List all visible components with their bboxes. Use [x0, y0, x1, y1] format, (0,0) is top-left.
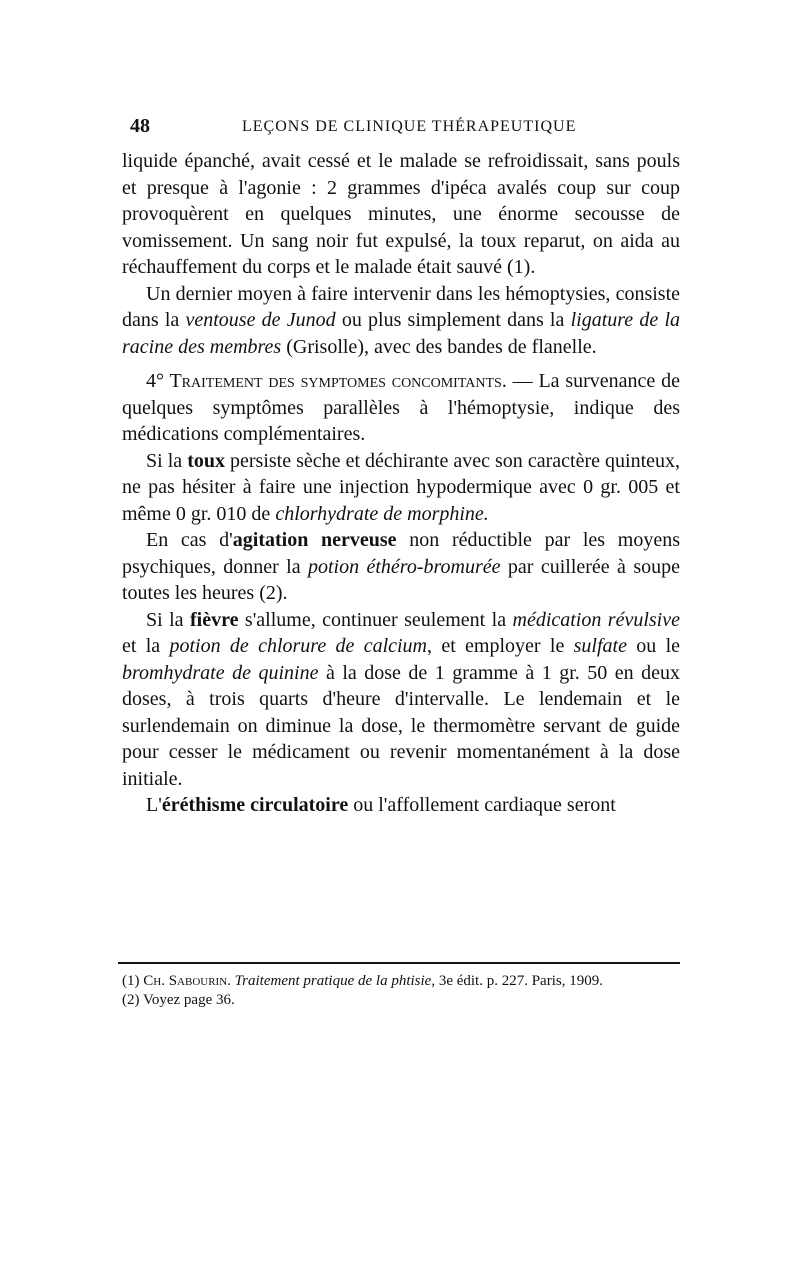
paragraph-toux: Si la toux persiste sèche et déchirante avec son caractère quinteux, ne pas hésiter à faire une injection hypodermique avec 0 gr. 005 et même 0 gr. 010 de chlorhydrate de morphine.	[122, 449, 680, 525]
emphasis-fievre: fièvre	[189, 608, 239, 631]
emphasis-revulsive: médication révulsive	[512, 608, 680, 631]
emphasis-potion: potion éthéro-bromurée	[308, 555, 501, 578]
emphasis-agitation: agitation nerveuse	[232, 529, 397, 551]
emphasis-ventouse: ventouse de Junod	[185, 309, 336, 331]
footnote-book-title: Traitement pratique de la phtisie	[234, 973, 432, 989]
paragraph-erethisme: L'éréthisme circulatoire ou l'affollement cardiaque seront	[146, 794, 616, 816]
paragraph-fievre: Si la fièvre s'allume, continuer seulement la médication révulsive et la potion de chlorure de calcium, et employer le sulfate ou le bromhydrate de quinine à la dose de 1 gramme à 1 gr. 50 en deux doses, à trois quarts d'heure d'intervalle. Le lendemain et le surlendemain on diminue la dose, le thermomètre servant de guide pour cesser le médicament ou revenir momentanément à la dose initiale.	[122, 608, 681, 790]
emphasis-calcium: potion de chlorure de calcium	[169, 635, 428, 657]
paragraph-agitation: En cas d'agitation nerveuse non réductible par les moyens psychiques, donner la potion éthéro-bromurée par cuillerée à soupe toutes les heures (2).	[122, 529, 680, 604]
emphasis-ligature: ligature de la racine des membres	[122, 309, 680, 358]
paragraph-1: liquide épanché, avait cessé et le malade se refroidissait, sans pouls et presque à l'agonie : 2 grammes d'ipéca avalés coup sur coup provoquèrent en quelques minutes, une énorme secousse de vomissement. Un sang noir fut expulsé, la toux reparut, on aida au réchauffement du corps et le malade était sauvé (1).	[122, 150, 680, 278]
section-heading: 4° Traitement des symptomes concomitants.	[146, 370, 507, 392]
running-head: LEÇONS DE CLINIQUE THÉRAPEUTIQUE	[242, 118, 577, 135]
emphasis-erethisme: éréthisme circulatoire	[161, 794, 349, 816]
footnote-2: (2) Voyez page 36.	[122, 992, 235, 1008]
footnote-author: Ch. Sabourin	[143, 973, 228, 989]
section-heading-paragraph: 4° Traitement des symptomes concomitants. — La survenance de quelques symptômes parallèles à l'hémoptysie, indique des médications complémentaires.	[122, 370, 680, 445]
emphasis-toux: toux	[187, 449, 225, 472]
emphasis-morphine: chlorhydrate de morphine.	[275, 502, 489, 525]
footnote-1: (1) Ch. Sabourin. Traitement pratique de la phtisie, 3e édit. p. 227. Paris, 1909.	[122, 973, 603, 989]
body-text	[122, 148, 680, 819]
emphasis-sulfate: sulfate	[573, 635, 627, 657]
emphasis-quinine: bromhydrate de quinine	[122, 661, 319, 684]
footnotes	[122, 972, 680, 1010]
footnote-divider	[118, 962, 680, 964]
page-header	[130, 115, 680, 139]
page-number: 48	[130, 115, 150, 137]
paragraph-2: Un dernier moyen à faire intervenir dans les hémoptysies, consiste dans la ventouse de Junod ou plus simplement dans la ligature de la racine des membres (Grisolle), avec des bandes de flanelle.	[122, 282, 680, 358]
